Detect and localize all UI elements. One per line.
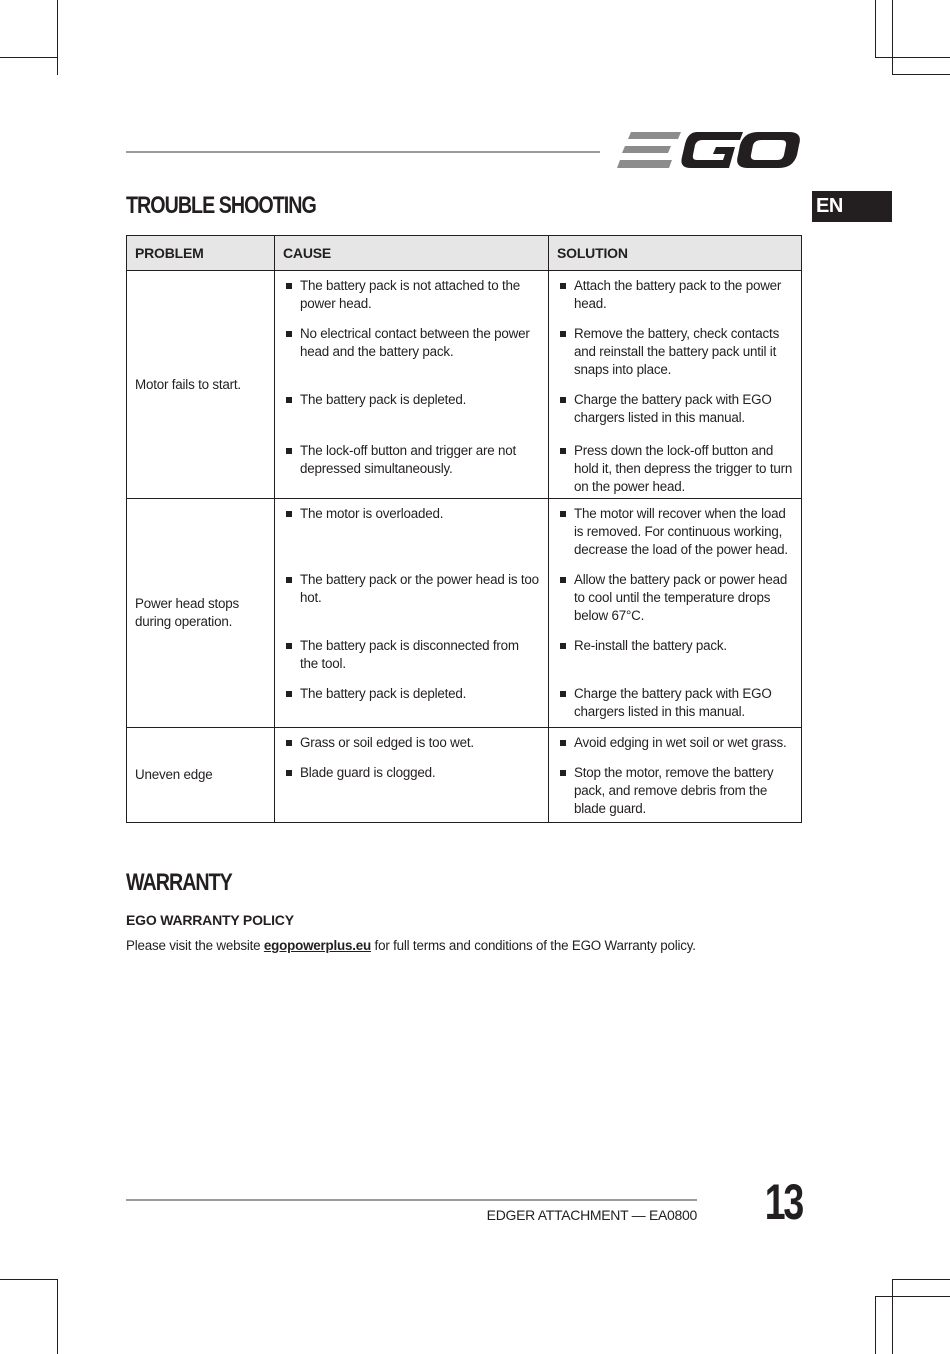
crop-mark-top-right — [892, 74, 950, 75]
solution-item: Remove the battery, check contacts and reinstall the battery pack until it snaps into place. — [557, 325, 793, 391]
warranty-title: WARRANTY — [126, 869, 232, 896]
cause-cell — [275, 271, 549, 499]
cause-cell — [275, 499, 549, 728]
ego-logo — [617, 128, 801, 172]
solution-item: The motor will recover when the load is removed. For continuous working, decrease the load of the power head. — [557, 505, 793, 571]
column-header-problem: PROBLEM — [127, 236, 275, 271]
solution-cell — [549, 728, 802, 823]
solution-item: Re-install the battery pack. — [557, 637, 793, 685]
solution-item: Avoid edging in wet soil or wet grass. — [557, 734, 793, 764]
crop-mark-bottom-right — [892, 1279, 950, 1280]
crop-mark-top-left — [0, 57, 57, 58]
solution-item: Attach the battery pack to the power head. — [557, 277, 793, 325]
warranty-text-before: Please visit the website — [126, 938, 264, 953]
solution-item: Allow the battery pack or power head to cool until the temperature drops below 67°C. — [557, 571, 793, 637]
cause-cell — [275, 728, 549, 823]
column-header-cause: CAUSE — [275, 236, 549, 271]
page-number: 13 — [764, 1174, 802, 1230]
crop-mark-bottom-right — [875, 1296, 876, 1354]
crop-mark-bottom-right — [875, 1296, 950, 1297]
cause-item: Blade guard is clogged. — [283, 764, 540, 820]
crop-mark-top-right — [875, 0, 876, 57]
cause-item: The lock-off button and trigger are not depressed simultaneously. — [283, 442, 540, 496]
language-tab: EN — [812, 191, 892, 222]
table-header-row — [127, 236, 802, 271]
cause-item: The battery pack is not attached to the power head. — [283, 277, 540, 325]
cause-item: The battery pack or the power head is too hot. — [283, 571, 540, 637]
crop-mark-bottom-left — [57, 1279, 58, 1354]
table-row — [127, 728, 802, 823]
table-row — [127, 499, 802, 728]
solution-item: Charge the battery pack with EGO chargers listed in this manual. — [557, 391, 793, 442]
crop-mark-top-left — [57, 0, 58, 75]
cause-item: No electrical contact between the power head and the battery pack. — [283, 325, 540, 391]
crop-mark-bottom-left — [0, 1279, 57, 1280]
column-header-solution: SOLUTION — [549, 236, 802, 271]
trouble-shooting-table — [126, 235, 802, 823]
cause-item: The battery pack is disconnected from the tool. — [283, 637, 540, 685]
crop-mark-top-right — [892, 0, 893, 75]
problem-cell: Power head stops during operation. — [127, 499, 275, 728]
trouble-shooting-title: TROUBLE SHOOTING — [126, 192, 316, 219]
warranty-policy-heading: EGO WARRANTY POLICY — [126, 912, 294, 928]
cause-item: The battery pack is depleted. — [283, 685, 540, 725]
problem-cell: Uneven edge — [127, 728, 275, 823]
table-row — [127, 271, 802, 499]
solution-item: Press down the lock-off button and hold it, then depress the trigger to turn on the power head. — [557, 442, 793, 496]
cause-item: Grass or soil edged is too wet. — [283, 734, 540, 764]
crop-mark-top-right — [875, 57, 950, 58]
header-rule — [126, 151, 600, 153]
footer-doc-title: EDGER ATTACHMENT — EA0800 — [486, 1207, 697, 1223]
cause-item: The motor is overloaded. — [283, 505, 540, 571]
warranty-text — [126, 938, 696, 953]
footer-rule — [126, 1199, 697, 1201]
warranty-text-after: for full terms and conditions of the EGO Warranty policy. — [371, 938, 696, 953]
warranty-website-link[interactable]: egopowerplus.eu — [263, 938, 372, 953]
problem-cell: Motor fails to start. — [127, 271, 275, 499]
crop-mark-bottom-right — [892, 1279, 893, 1354]
solution-cell — [549, 271, 802, 499]
solution-item: Charge the battery pack with EGO chargers listed in this manual. — [557, 685, 793, 725]
solution-cell — [549, 499, 802, 728]
solution-item: Stop the motor, remove the battery pack, and remove debris from the blade guard. — [557, 764, 793, 820]
cause-item: The battery pack is depleted. — [283, 391, 540, 442]
